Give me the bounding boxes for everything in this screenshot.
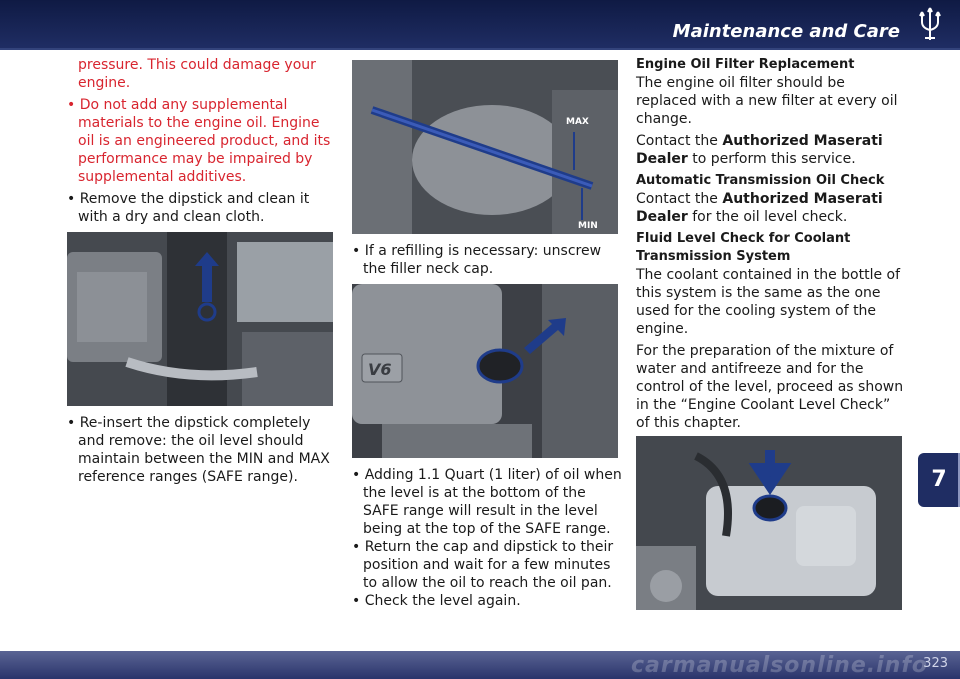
filter-text: The engine oil filter should be replaced with a new filter at every oil change.: [636, 75, 898, 127]
step-remove-dipstick: • Remove the dipstick and clean it with a dry and clean cloth.: [67, 191, 310, 225]
max-label: MAX: [566, 117, 589, 127]
trident-logo-icon: [910, 4, 950, 44]
page-number: 323: [923, 656, 948, 671]
filter-contact: Contact the Authorized Maserati Dealer to perform this service.: [636, 133, 883, 167]
transmission-contact: Contact the Authorized Maserati Dealer for the oil level check.: [636, 191, 883, 225]
filler-cap-photo: [352, 284, 618, 458]
watermark: carmanualsonline.info: [631, 653, 928, 678]
coolant-heading: Fluid Level Check for Coolant Transmission System: [636, 231, 851, 264]
min-label: MIN: [578, 221, 598, 231]
filter-heading: Engine Oil Filter Replacement: [636, 57, 855, 72]
coolant-text-2: For the preparation of the mixture of water and antifreeze and for the control of the level, proceed as shown in the “Engine Coolant Level Check” of this chapter.: [636, 343, 904, 431]
coolant-reservoir-photo: [636, 436, 902, 610]
column-left: [67, 56, 337, 490]
min-max-photo: [352, 60, 618, 234]
warning-supplemental: • Do not add any supplemental materials to the engine oil. Engine oil is an engineered product, and its performance may be impaired by supplemental additives.: [67, 97, 331, 185]
column-middle: [352, 56, 622, 614]
step-check-again: • Check the level again.: [352, 593, 521, 609]
step-refill: • If a refilling is necessary: unscrew the filler neck cap.: [352, 243, 602, 277]
column-right: [636, 56, 906, 618]
coolant-text-1: The coolant contained in the bottle of this system is the same as the one used for the cooling system of the engine.: [636, 267, 901, 337]
step-add-oil: • Adding 1.1 Quart (1 liter) of oil when the level is at the bottom of the SAFE range will result in the level being at the top of the SAFE range.: [352, 467, 622, 537]
dipstick-photo: [67, 232, 333, 406]
step-return-cap: • Return the cap and dipstick to their position and wait for a few minutes to allow the oil to reach the oil pan.: [352, 539, 614, 591]
chapter-tab[interactable]: 7: [918, 453, 960, 507]
step-reinsert-dipstick: • Re-insert the dipstick completely and remove: the oil level should maintain between the MIN and MAX reference ranges (SAFE range).: [67, 415, 330, 485]
page-footer: [0, 651, 960, 679]
v6-badge: V6: [368, 360, 392, 379]
section-title: Maintenance and Care: [672, 21, 900, 42]
page-header: [0, 0, 960, 50]
warning-continuation: pressure. This could damage your engine.: [78, 57, 316, 91]
transmission-heading: Automatic Transmission Oil Check: [636, 173, 885, 188]
